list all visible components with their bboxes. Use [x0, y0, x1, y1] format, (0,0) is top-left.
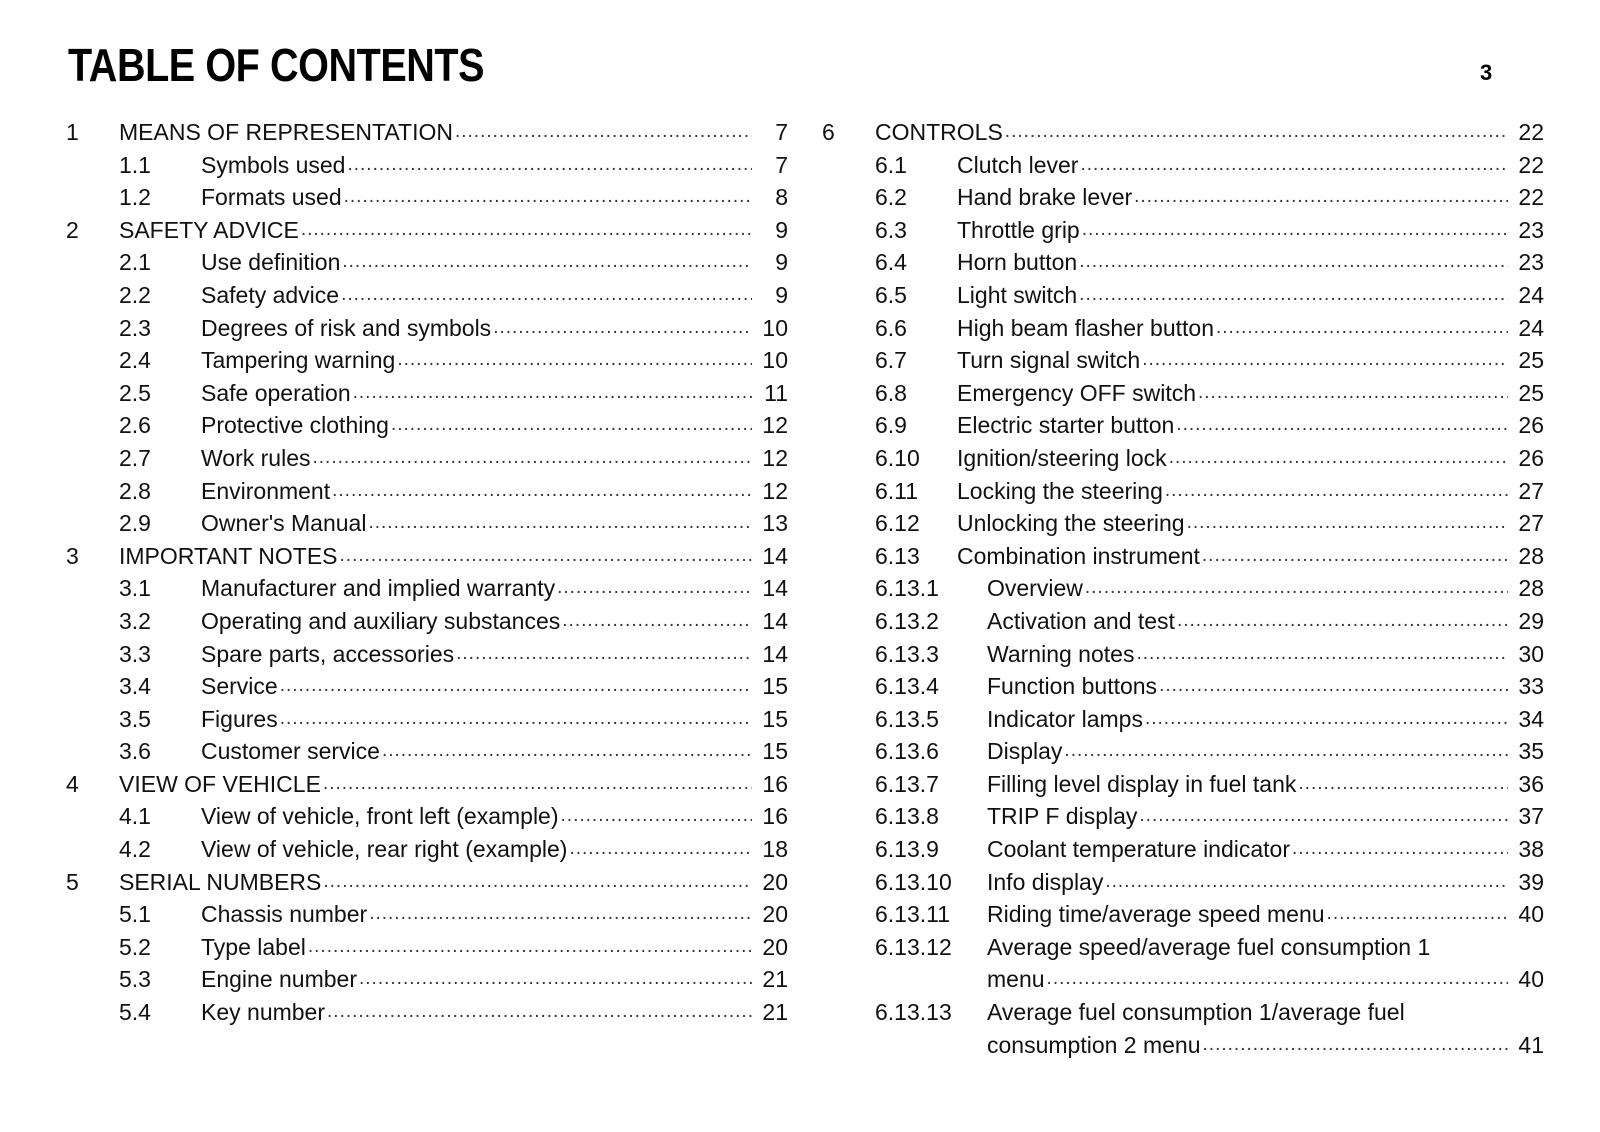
- dot-leader: [340, 540, 752, 573]
- toc-entry-number: 6.13.7: [875, 770, 939, 797]
- toc-entry[interactable]: [66, 409, 788, 442]
- dot-leader: [397, 344, 752, 377]
- toc-entry-number: 6.13.10: [875, 868, 952, 895]
- toc-entry-label: SAFETY ADVICE: [119, 216, 299, 243]
- toc-entry-label: Work rules: [201, 444, 311, 471]
- toc-entry-page: 23: [1518, 249, 1544, 276]
- toc-entry[interactable]: [66, 246, 788, 279]
- dot-leader: [1176, 409, 1508, 442]
- toc-left-column: [66, 116, 788, 1029]
- toc-entry-number: 6.2: [875, 184, 907, 211]
- toc-entry-label: CONTROLS: [875, 119, 1003, 145]
- dot-leader: [1169, 442, 1508, 475]
- dot-leader: [1177, 605, 1508, 638]
- toc-entry-label: Environment: [201, 477, 331, 504]
- toc-entry-number: 6.13.1: [875, 575, 939, 602]
- toc-entry-label: Electric starter button: [957, 412, 1175, 439]
- toc-entry-number: 6.4: [875, 249, 907, 276]
- toc-entry-number: 2.3: [119, 314, 151, 341]
- toc-entry-label: IMPORTANT NOTES: [119, 542, 338, 569]
- dot-leader: [557, 572, 752, 605]
- toc-entry[interactable]: [822, 572, 1544, 605]
- dot-leader: [1216, 312, 1508, 345]
- toc-entry-number: 4: [66, 770, 79, 797]
- dot-leader: [323, 768, 752, 801]
- toc-entry[interactable]: [66, 312, 788, 345]
- toc-entry-number: 6.1: [875, 151, 907, 178]
- toc-entry[interactable]: [822, 377, 1544, 410]
- toc-entry-number: 4.1: [119, 803, 151, 830]
- toc-entry[interactable]: [66, 963, 788, 996]
- toc-entry-page: 20: [762, 933, 788, 960]
- toc-entry[interactable]: [66, 214, 788, 247]
- toc-entry-page: 38: [1518, 836, 1544, 863]
- toc-entry-number: 2.8: [119, 477, 151, 504]
- dot-leader: [569, 833, 752, 866]
- toc-entry-label: Throttle grip: [957, 216, 1080, 243]
- toc-entry-label: Combination instrument: [957, 542, 1200, 569]
- toc-entry-label: Engine number: [201, 966, 357, 993]
- toc-entry-number: 6.8: [875, 379, 907, 406]
- toc-entry[interactable]: [822, 181, 1544, 214]
- toc-entry-number: 2.7: [119, 444, 151, 471]
- toc-entry[interactable]: [66, 931, 788, 964]
- toc-entry-page: 7: [775, 119, 788, 145]
- toc-entry-number: 5: [66, 868, 79, 895]
- dot-leader: [353, 377, 752, 410]
- toc-entry-page: 7: [775, 151, 788, 178]
- toc-entry-number: 6.10: [875, 444, 920, 471]
- dot-leader: [1145, 703, 1508, 736]
- toc-entry-number: 6.13.8: [875, 803, 939, 830]
- toc-entry-page: 14: [762, 575, 788, 602]
- toc-entry-page: 15: [762, 705, 788, 732]
- toc-entry[interactable]: [822, 344, 1544, 377]
- toc-entry-page: 24: [1518, 281, 1544, 308]
- toc-entry-label: View of vehicle, rear right (example): [201, 836, 568, 863]
- toc-entry-number: 6.6: [875, 314, 907, 341]
- toc-entry[interactable]: [66, 116, 788, 149]
- dot-leader: [327, 996, 752, 1029]
- dot-leader: [369, 898, 752, 931]
- toc-entry[interactable]: [822, 540, 1544, 573]
- toc-entry-number: 3.5: [119, 705, 151, 732]
- toc-entry[interactable]: [66, 638, 788, 671]
- toc-entry-number: 2.4: [119, 347, 151, 374]
- toc-entry[interactable]: [822, 409, 1544, 442]
- dot-leader: [323, 866, 752, 899]
- dot-leader: [368, 507, 752, 540]
- toc-entry[interactable]: [822, 1029, 1544, 1062]
- toc-entry-number: 6.9: [875, 412, 907, 439]
- toc-entry-number: 2.5: [119, 379, 151, 406]
- toc-entry-page: 16: [762, 770, 788, 797]
- toc-entry-number: 2.2: [119, 281, 151, 308]
- dot-leader: [1080, 149, 1508, 182]
- toc-entry[interactable]: [822, 605, 1544, 638]
- toc-entry[interactable]: [822, 963, 1544, 996]
- toc-entry[interactable]: [66, 540, 788, 573]
- toc-entry-number: 3.6: [119, 738, 151, 765]
- toc-entry-label: Figures: [201, 705, 278, 732]
- toc-entry-number: 6.13.6: [875, 738, 939, 765]
- toc-entry-page: 28: [1518, 542, 1544, 569]
- dot-leader: [455, 116, 752, 149]
- dot-leader: [301, 214, 752, 247]
- toc-entry-number: 1.2: [119, 184, 151, 211]
- dot-leader: [280, 703, 752, 736]
- toc-entry-label: Function buttons: [987, 673, 1158, 700]
- toc-entry-page: 30: [1518, 640, 1544, 667]
- toc-entry-label: Indicator lamps: [987, 705, 1143, 732]
- toc-entry-label: Degrees of risk and symbols: [201, 314, 492, 341]
- toc-entry-page: 10: [762, 347, 788, 374]
- toc-entry-label: Unlocking the steering: [957, 510, 1185, 537]
- toc-entry-page: 14: [762, 640, 788, 667]
- toc-entry-page: 24: [1518, 314, 1544, 341]
- toc-entry[interactable]: [822, 735, 1544, 768]
- toc-entry-label: Type label: [201, 933, 306, 960]
- toc-entry[interactable]: [66, 833, 788, 866]
- dot-leader: [332, 475, 752, 508]
- toc-entry-page: 18: [762, 836, 788, 863]
- dot-leader: [1198, 377, 1508, 410]
- dot-leader: [1005, 116, 1508, 149]
- toc-entry-page: 9: [775, 216, 788, 243]
- toc-entry-number: 6.13.12: [875, 933, 952, 960]
- dot-leader: [1064, 735, 1508, 768]
- toc-entry-page: 14: [762, 542, 788, 569]
- toc-entry-page: 37: [1518, 803, 1544, 830]
- toc-entry-number: 4.2: [119, 836, 151, 863]
- toc-entry-number: 6.13.3: [875, 640, 939, 667]
- toc-entry-number: 3: [66, 542, 79, 569]
- toc-entry-label: Safe operation: [201, 379, 351, 406]
- toc-entry-page: 23: [1518, 216, 1544, 243]
- toc-entry-page: 12: [762, 477, 788, 504]
- page-number: 3: [1480, 60, 1493, 85]
- toc-entry[interactable]: [66, 377, 788, 410]
- toc-entry[interactable]: [66, 703, 788, 736]
- toc-entry[interactable]: [66, 279, 788, 312]
- toc-entry-label: Light switch: [957, 281, 1078, 308]
- toc-entry-page: 25: [1518, 379, 1544, 406]
- dot-leader: [280, 670, 752, 703]
- toc-entry[interactable]: [66, 149, 788, 182]
- toc-entry-page: 20: [762, 901, 788, 928]
- toc-entry[interactable]: [66, 344, 788, 377]
- toc-entry-page: 11: [764, 379, 788, 406]
- dot-leader: [561, 800, 752, 833]
- toc-entry-number: 1: [66, 119, 79, 145]
- toc-entry-number: 3.1: [119, 575, 151, 602]
- toc-entry-number: 6.13.11: [875, 901, 951, 928]
- dot-leader: [1298, 768, 1508, 801]
- toc-entry[interactable]: [66, 670, 788, 703]
- dot-leader: [1202, 540, 1508, 573]
- toc-entry[interactable]: [822, 703, 1544, 736]
- toc-entry-label: Key number: [201, 999, 326, 1026]
- toc-entry-label: Manufacturer and implied warranty: [201, 575, 556, 602]
- toc-entry-label: Filling level display in fuel tank: [987, 770, 1297, 797]
- toc-entry-page: 20: [762, 868, 788, 895]
- toc-entry-label: Emergency OFF switch: [957, 379, 1196, 406]
- dot-leader: [359, 963, 752, 996]
- toc-entry-label: MEANS OF REPRESENTATION: [119, 119, 453, 145]
- toc-entry[interactable]: [822, 768, 1544, 801]
- toc-entry-page: 26: [1518, 412, 1544, 439]
- toc-entry[interactable]: [66, 898, 788, 931]
- toc-entry-page: 15: [762, 738, 788, 765]
- toc-entry[interactable]: [66, 572, 788, 605]
- toc-entry-number: 6.12: [875, 510, 920, 537]
- dot-leader: [1105, 866, 1508, 899]
- dot-leader: [308, 931, 752, 964]
- toc-entry-label: Clutch lever: [957, 151, 1079, 178]
- toc-entry[interactable]: [66, 181, 788, 214]
- toc-entry[interactable]: [66, 768, 788, 801]
- toc-entry-label: Service: [201, 673, 278, 700]
- toc-entry[interactable]: [822, 475, 1544, 508]
- dot-leader: [342, 246, 752, 279]
- toc-entry[interactable]: [66, 735, 788, 768]
- toc-entry-label: Ignition/steering lock: [957, 444, 1167, 471]
- toc-entry[interactable]: [822, 312, 1544, 345]
- dot-leader: [1082, 214, 1508, 247]
- dot-leader: [1139, 800, 1508, 833]
- page-title: TABLE OF CONTENTS: [68, 39, 485, 91]
- toc-entry[interactable]: [822, 670, 1544, 703]
- toc-entry-label: Protective clothing: [201, 412, 389, 439]
- toc-entry[interactable]: [66, 442, 788, 475]
- toc-entry-label: Tampering warning: [201, 347, 396, 374]
- toc-entry-label: Symbols used: [201, 151, 346, 178]
- toc-entry-page: 27: [1518, 510, 1544, 537]
- toc-entry-page: 27: [1518, 477, 1544, 504]
- dot-leader: [1187, 507, 1508, 540]
- toc-entry-page: 29: [1518, 607, 1544, 634]
- toc-entry-label: Average fuel consumption 1/average fuel: [987, 999, 1405, 1026]
- toc-entry[interactable]: [66, 507, 788, 540]
- toc-entry-number: 2.1: [119, 249, 151, 276]
- toc-entry-label: Formats used: [201, 184, 342, 211]
- toc-entry[interactable]: [822, 800, 1544, 833]
- toc-entry-number: 2: [66, 216, 79, 243]
- dot-leader: [347, 149, 752, 182]
- toc-entry-number: 6.13.9: [875, 836, 939, 863]
- toc-entry-page: 34: [1518, 705, 1544, 732]
- dot-leader: [1327, 898, 1508, 931]
- toc-entry[interactable]: [822, 116, 1544, 149]
- toc-entry-label: Display: [987, 738, 1063, 765]
- toc-entry-label: Chassis number: [201, 901, 368, 928]
- dot-leader: [313, 442, 753, 475]
- toc-entry-page: 21: [762, 999, 788, 1026]
- dot-leader: [562, 605, 752, 638]
- toc-entry[interactable]: [822, 996, 1544, 1029]
- dot-leader: [1134, 181, 1508, 214]
- toc-entry-page: 41: [1518, 1031, 1544, 1058]
- toc-entry-number: 6.5: [875, 281, 907, 308]
- toc-entry-label: Overview: [987, 575, 1083, 602]
- toc-entry-number: 6.13.13: [875, 999, 952, 1026]
- toc-entry-number: 5.4: [119, 999, 151, 1026]
- toc-entry[interactable]: [66, 866, 788, 899]
- toc-entry[interactable]: [822, 279, 1544, 312]
- toc-entry-page: 28: [1518, 575, 1544, 602]
- toc-entry-number: 2.6: [119, 412, 151, 439]
- toc-entry-number: 6.13.4: [875, 673, 939, 700]
- toc-entry-page: 22: [1518, 151, 1544, 178]
- toc-entry[interactable]: [822, 931, 1544, 964]
- toc-entry-page: 9: [775, 281, 788, 308]
- toc-entry-number: 6.7: [875, 347, 907, 374]
- toc-entry-label: Customer service: [201, 738, 380, 765]
- toc-entry-label: Locking the steering: [957, 477, 1163, 504]
- toc-entry-page: 33: [1518, 673, 1544, 700]
- dot-leader: [1085, 572, 1508, 605]
- toc-entry-page: 15: [762, 673, 788, 700]
- toc-entry-page: 16: [762, 803, 788, 830]
- toc-entry-label: View of vehicle, front left (example): [201, 803, 559, 830]
- dot-leader: [456, 638, 752, 671]
- toc-entry[interactable]: [822, 638, 1544, 671]
- toc-entry-page: 22: [1518, 184, 1544, 211]
- dot-leader: [391, 409, 752, 442]
- toc-entry-label: Owner's Manual: [201, 510, 367, 537]
- dot-leader: [1203, 1029, 1508, 1062]
- toc-entry-number: 3.2: [119, 607, 151, 634]
- toc-entry[interactable]: [66, 996, 788, 1029]
- dot-leader: [1292, 833, 1508, 866]
- dot-leader: [344, 181, 752, 214]
- toc-entry-label: Horn button: [957, 249, 1078, 276]
- toc-entry-page: 21: [762, 966, 788, 993]
- toc-entry-label: Spare parts, accessories: [201, 640, 455, 667]
- dot-leader: [1079, 279, 1508, 312]
- toc-entry-page: 26: [1518, 444, 1544, 471]
- toc-entry-page: 13: [762, 510, 788, 537]
- toc-entry-number: 5.1: [119, 901, 151, 928]
- dot-leader: [493, 312, 752, 345]
- toc-entry[interactable]: [822, 246, 1544, 279]
- dot-leader: [1136, 638, 1508, 671]
- toc-entry-page: 9: [775, 249, 788, 276]
- dot-leader: [1159, 670, 1508, 703]
- toc-entry[interactable]: [66, 475, 788, 508]
- toc-entry-label: Average speed/average fuel consumption 1: [987, 933, 1431, 960]
- toc-entry[interactable]: [822, 898, 1544, 931]
- toc-entry-page: 12: [762, 412, 788, 439]
- toc-entry-label: Use definition: [201, 249, 341, 276]
- toc-entry-label: Hand brake lever: [957, 184, 1133, 211]
- toc-entry-label: Safety advice: [201, 281, 340, 308]
- toc-entry-label: Operating and auxiliary substances: [201, 607, 561, 634]
- toc-entry-label: Turn signal switch: [957, 347, 1141, 374]
- toc-entry[interactable]: [822, 833, 1544, 866]
- toc-entry[interactable]: [66, 800, 788, 833]
- toc-entry-page: 35: [1518, 738, 1544, 765]
- toc-entry-number: 6.13.2: [875, 607, 939, 634]
- toc-entry-page: 40: [1518, 966, 1544, 993]
- toc-entry[interactable]: [822, 507, 1544, 540]
- toc-entry[interactable]: [822, 214, 1544, 247]
- toc-entry-number: 2.9: [119, 510, 151, 537]
- toc-right-column: [822, 116, 1544, 1061]
- toc-entry[interactable]: [822, 866, 1544, 899]
- toc-entry-label: Activation and test: [987, 607, 1175, 634]
- toc-entry-number: 3.3: [119, 640, 151, 667]
- toc-entry-page: 12: [762, 444, 788, 471]
- dot-leader: [382, 735, 752, 768]
- toc-entry-page: 10: [762, 314, 788, 341]
- dot-leader: [1165, 475, 1508, 508]
- toc-entry-label: Coolant temperature indicator: [987, 836, 1290, 863]
- toc-entry-page: 22: [1518, 119, 1544, 145]
- dot-leader: [1047, 963, 1508, 996]
- toc-entry-label: Riding time/average speed menu: [987, 901, 1325, 928]
- toc-entry-label: Info display: [987, 868, 1104, 895]
- toc-entry-label: VIEW OF VEHICLE: [119, 770, 321, 797]
- toc-entry[interactable]: [822, 442, 1544, 475]
- toc-entry-number: 3.4: [119, 673, 151, 700]
- toc-entry-page: 14: [762, 607, 788, 634]
- toc-entry-label: High beam flasher button: [957, 314, 1214, 341]
- toc-entry-number: 1.1: [119, 151, 151, 178]
- toc-entry[interactable]: [822, 149, 1544, 182]
- toc-entry-number: 6.3: [875, 216, 907, 243]
- toc-entry-label: Warning notes: [987, 640, 1135, 667]
- toc-entry-page: 36: [1518, 770, 1544, 797]
- dot-leader: [1079, 246, 1508, 279]
- toc-entry-page: 40: [1518, 901, 1544, 928]
- dot-leader: [1142, 344, 1508, 377]
- toc-entry-number: 6: [822, 119, 835, 145]
- toc-entry-label: SERIAL NUMBERS: [119, 868, 322, 895]
- dot-leader: [341, 279, 752, 312]
- toc-entry-label: TRIP F display: [987, 803, 1138, 830]
- toc-entry-label: menu: [987, 966, 1045, 993]
- toc-entry-number: 5.3: [119, 966, 151, 993]
- toc-entry-page: 39: [1518, 868, 1544, 895]
- toc-entry-label: consumption 2 menu: [987, 1031, 1201, 1058]
- toc-entry-number: 6.13: [875, 542, 920, 569]
- toc-entry-page: 8: [775, 184, 788, 211]
- toc-entry-number: 5.2: [119, 933, 151, 960]
- toc-entry[interactable]: [66, 605, 788, 638]
- toc-entry-number: 6.11: [875, 477, 919, 504]
- toc-entry-number: 6.13.5: [875, 705, 939, 732]
- toc-entry-page: 25: [1518, 347, 1544, 374]
